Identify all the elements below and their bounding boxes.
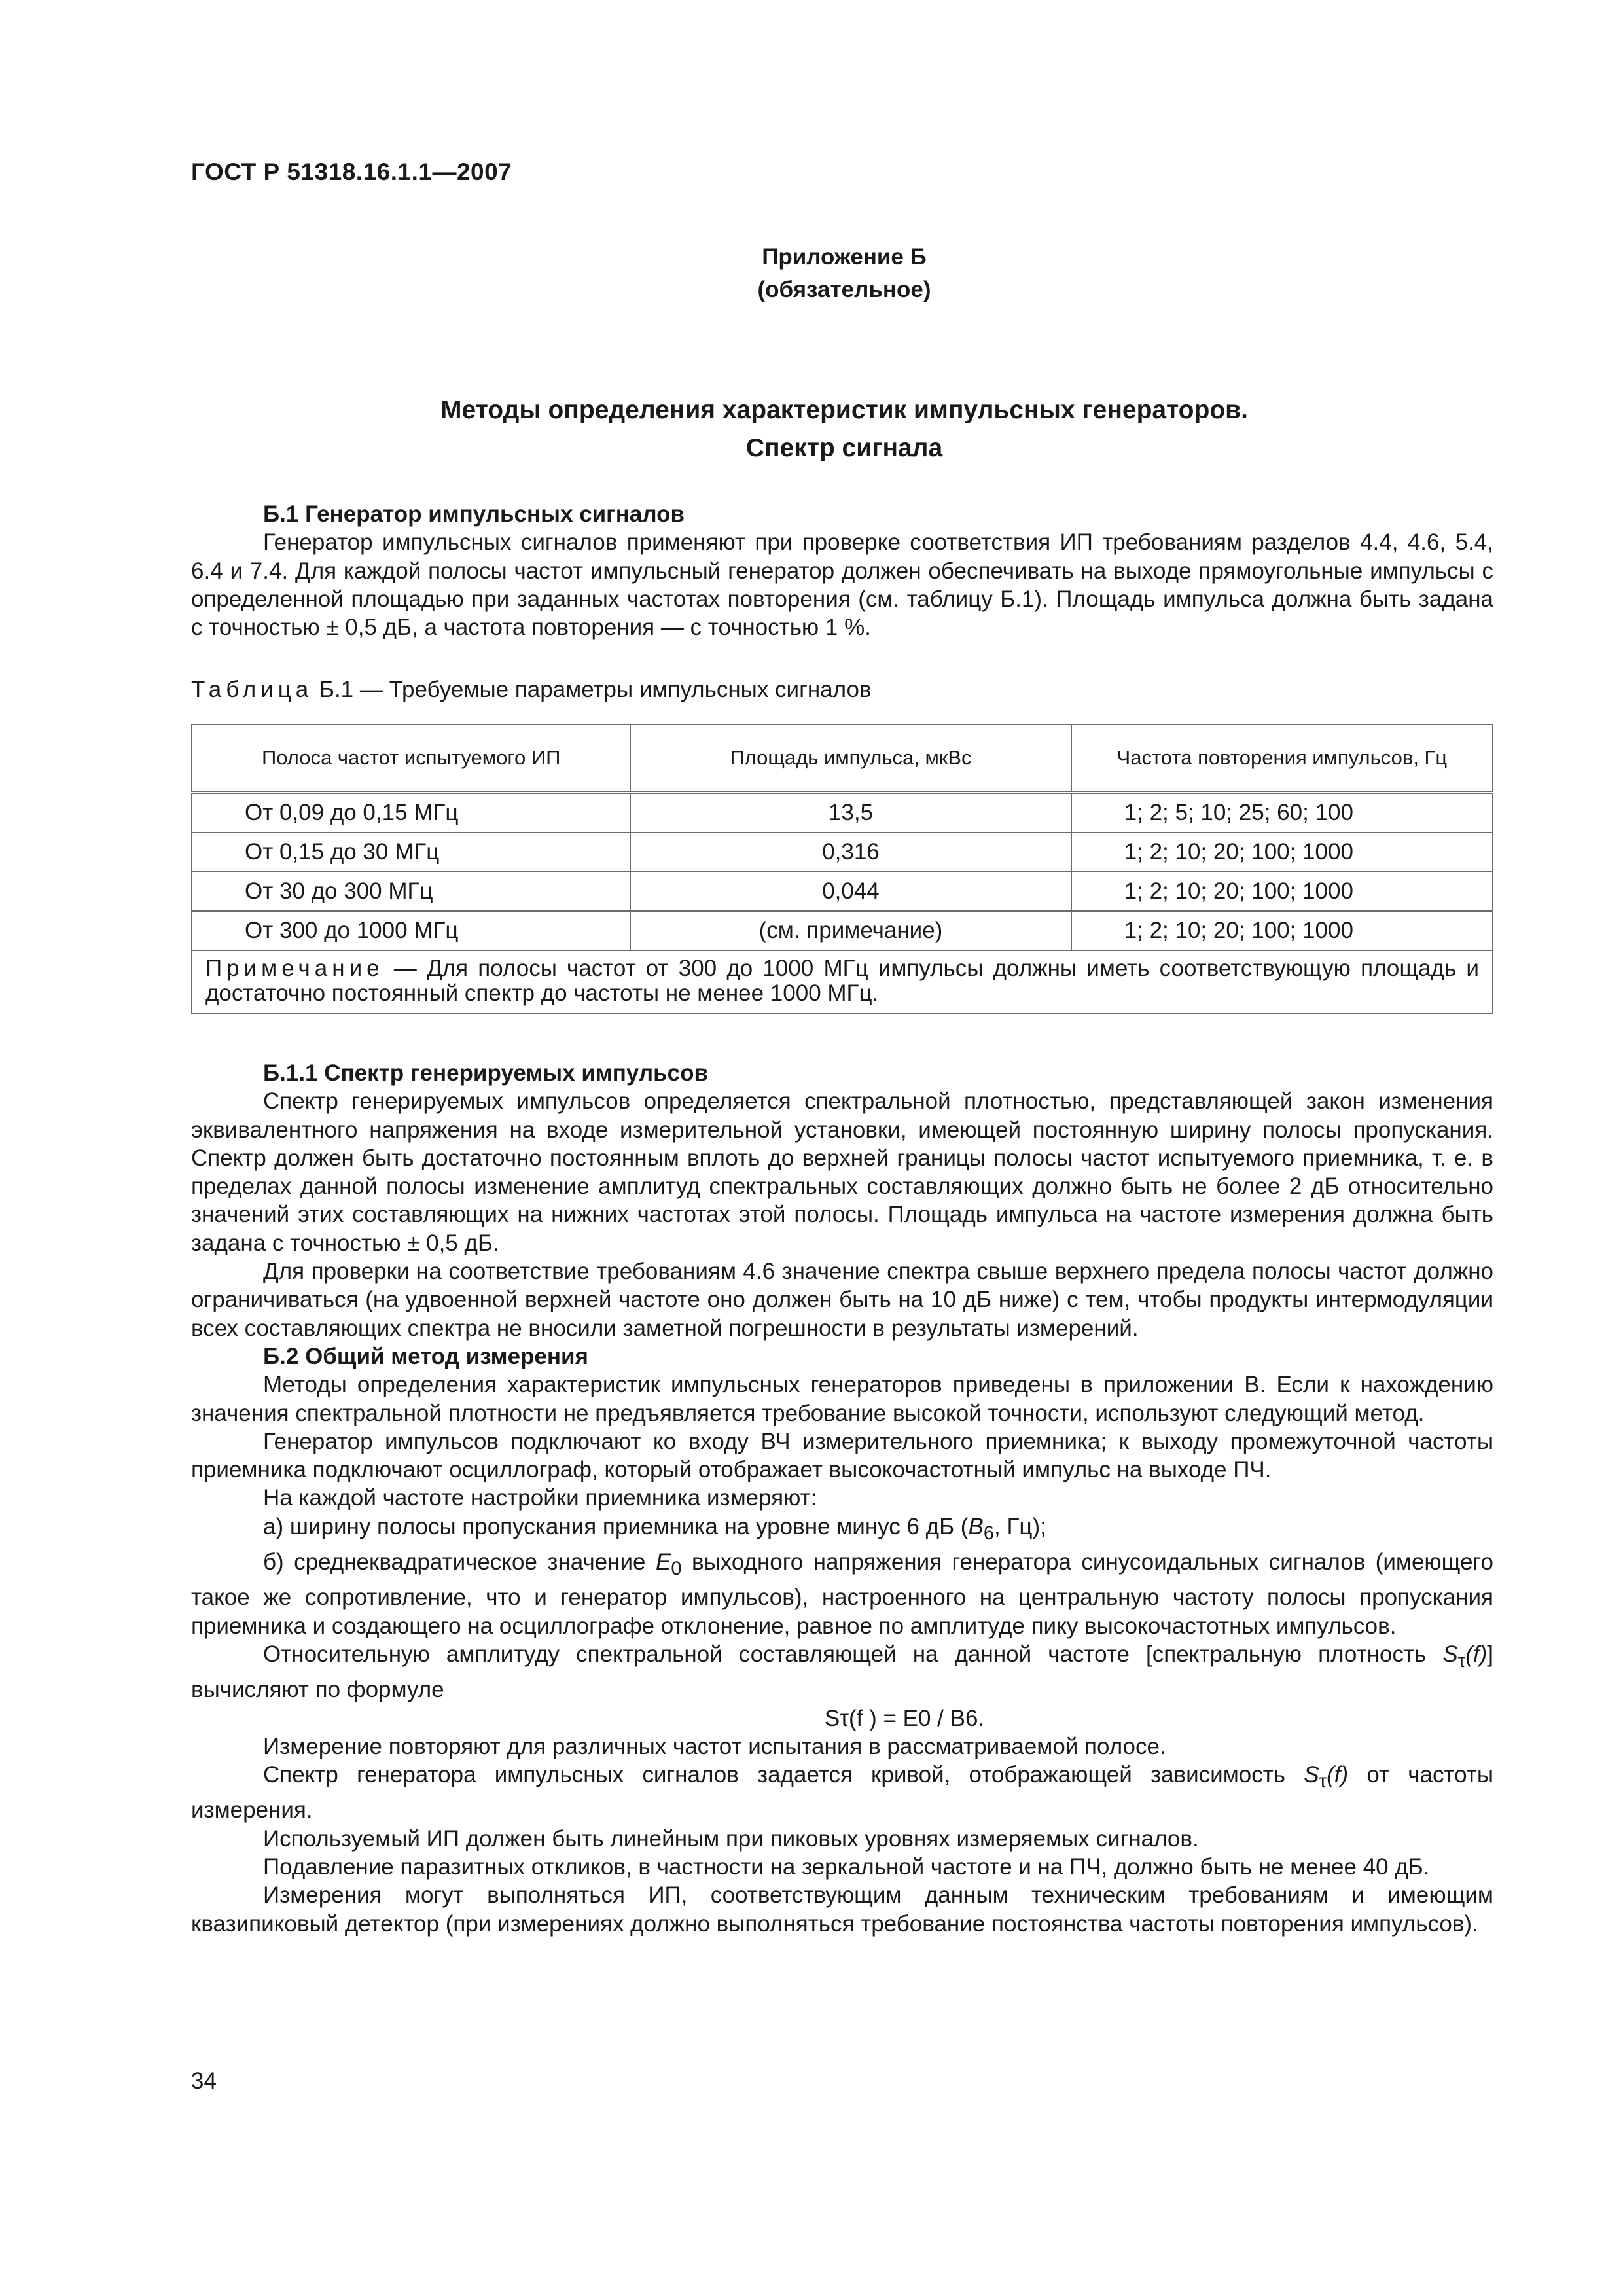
table-row (192, 911, 1493, 950)
symbol-subscript: τ (1457, 1650, 1466, 1672)
table-note-row (192, 950, 1493, 1013)
symbol-argument: (f) (1465, 1641, 1488, 1667)
table-cell: 1; 2; 10; 20; 100; 1000 (1071, 911, 1493, 950)
section-b11-heading: Б.1.1 Спектр генерируемых импульсов (263, 1060, 709, 1086)
table-cell: (см. примечание) (630, 911, 1071, 950)
para-4-text: Относительную амплитуду спектральной составляющей на данной частоте [спектральную плотность (263, 1641, 1443, 1667)
table-row (192, 872, 1493, 911)
symbol-b: B (968, 1513, 984, 1539)
symbol-s: S (1304, 1762, 1319, 1788)
table-cell: 0,044 (630, 872, 1071, 911)
table-header-row (192, 725, 1493, 793)
symbol-subscript: 6 (983, 1522, 995, 1544)
item-a-text-end: , Гц); (994, 1513, 1046, 1539)
title-line-1: Методы определения характеристик импульсных генераторов. (440, 396, 1248, 424)
table-header-cell: Полоса частот испытуемого ИП (192, 725, 630, 793)
section-b2-paragraph-9: Измерения могут выполняться ИП, соответствующим данным техническим требованиям и имеющим квазипиковый детектор (при измерениях должно выполняться требование постоянства частоты повторения импульсов). (191, 1882, 1493, 1937)
table-cell: 0,316 (630, 833, 1071, 872)
table-note-prefix: Примечание (205, 956, 384, 981)
section-b1-paragraph: Генератор импульсных сигналов применяют при проверке соответствия ИП требованиям разделов 4.4, 4.6, 5.4, 6.4 и 7.4. Для каждой полосы частот импульсный генератор должен обеспечивать на выходе прямоугольные импульсы с определенной площадью при заданных частотах повторения (см. таблицу Б.1). Площадь импульса должна быть задана с точностью ± 0,5 дБ, а частота повторения — с точностью 1 %. (191, 529, 1493, 641)
para-6-text-end: от частоты измерения. (191, 1762, 1493, 1823)
item-a-text: а) ширину полосы пропускания приемника на уровне минус 6 дБ ( (263, 1513, 969, 1539)
table-cell: От 300 до 1000 МГц (192, 911, 630, 950)
section-b2-paragraph-4 (191, 1640, 1493, 1704)
section-b11-paragraph-2: Для проверки на соответствие требованиям 4.6 значение спектра свыше верхнего предела полосы частот должно ограничиваться (на удвоенной верхней частоте оно должен быть на 10 дБ ниже) с тем, чтобы продукты интермодуляции всех составляющих спектра не вносили заметной погрешности в результаты измерений. (191, 1259, 1493, 1341)
standard-header: ГОСТ Р 51318.16.1.1—2007 (191, 158, 512, 185)
table-header-cell: Площадь импульса, мкВс (630, 725, 1071, 793)
table-caption-text: Б.1 — Требуемые параметры импульсных сигналов (319, 677, 872, 702)
table-cell: От 30 до 300 МГц (192, 872, 630, 911)
annex-heading (0, 241, 1623, 306)
title-line-2: Спектр сигнала (745, 434, 943, 462)
symbol-subscript: τ (1319, 1771, 1327, 1793)
symbol-e: E (655, 1549, 671, 1575)
table-cell: 1; 2; 10; 20; 100; 1000 (1071, 833, 1493, 872)
section-b11-paragraph-1: Спектр генерируемых импульсов определяется спектральной плотностью, представляющей закон изменения эквивалентного напряжения на входе измерительной установки, имеющей постоянную ширину полосы пропускания. Спектр должен быть достаточно постоянным вплоть до верхней границы полосы частот испытуемого приемника, т. е. в пределах данной полосы изменение амплитуд спектральных составляющих должно быть не более 2 дБ относительно значений этих составляющих на нижних частотах этой полосы. Площадь импульса на частоте измерения должна быть задана с точностью ± 0,5 дБ. (191, 1088, 1493, 1256)
para-4-text-end: ] вычисляют по формуле (191, 1641, 1493, 1703)
table-header-cell: Частота повторения импульсов, Гц (1071, 725, 1493, 793)
section-b1-heading: Б.1 Генератор импульсных сигналов (263, 501, 685, 527)
section-b2-item-b (191, 1548, 1493, 1640)
section-b2-heading: Б.2 Общий метод измерения (263, 1343, 588, 1369)
section-b11 (191, 1059, 1493, 1938)
table-caption (191, 677, 872, 703)
symbol-s: S (1442, 1641, 1458, 1667)
symbol-argument: (f) (1327, 1762, 1349, 1788)
item-b-text-end: выходного напряжения генератора синусоидальных сигналов (имеющего такое же сопротивление, что и генератор импульсов), настроенного на центральную частоту полосы пропускания приемника и создающего на осциллографе отклонение, равное по амплитуде пику высокочастотных импульсов. (191, 1549, 1493, 1639)
table-note (192, 950, 1493, 1013)
table-cell: От 0,15 до 30 МГц (192, 833, 630, 872)
section-b2-item-a (191, 1513, 1493, 1548)
table-cell: 1; 2; 5; 10; 25; 60; 100 (1071, 793, 1493, 833)
section-b2-paragraph-8: Подавление паразитных откликов, в частности на зеркальной частоте и на ПЧ, должно быть не менее 40 дБ. (263, 1854, 1430, 1880)
table-row (192, 793, 1493, 833)
para-6-text: Спектр генератора импульсных сигналов задается кривой, отображающей зависимость (263, 1762, 1304, 1788)
formula: Sτ(f ) = E0 / B6. (824, 1705, 985, 1731)
table-cell: От 0,09 до 0,15 МГц (192, 793, 630, 833)
section-b2-paragraph-3: На каждой частоте настройки приемника измеряют: (263, 1485, 817, 1511)
symbol-subscript: 0 (671, 1558, 682, 1580)
section-b1 (191, 500, 1493, 641)
annex-label: Приложение Б (762, 244, 927, 270)
annex-status: (обязательное) (757, 277, 931, 302)
table-caption-prefix: Таблица (191, 677, 313, 702)
item-b-text: б) среднеквадратическое значение (263, 1549, 656, 1575)
table-note-text: — Для полосы частот от 300 до 1000 МГц импульсы должны иметь соответствующую площадь и достаточно постоянный спектр до частоты не менее 1000 МГц. (205, 956, 1479, 1006)
pulse-parameters-table (191, 724, 1493, 1014)
section-b2-paragraph-6 (191, 1761, 1493, 1825)
table-cell: 1; 2; 10; 20; 100; 1000 (1071, 872, 1493, 911)
page-title (0, 391, 1623, 467)
page-number: 34 (191, 2068, 217, 2094)
table-cell: 13,5 (630, 793, 1071, 833)
section-b2-paragraph-5: Измерение повторяют для различных частот испытания в рассматриваемой полосе. (263, 1733, 1166, 1759)
table-row (192, 833, 1493, 872)
section-b2-paragraph-2: Генератор импульсов подключают ко входу ВЧ измерительного приемника; к выходу промежуточной частоты приемника подключают осциллограф, который отображает высокочастотный импульс на выходе ПЧ. (191, 1428, 1493, 1483)
section-b2-paragraph-1: Методы определения характеристик импульсных генераторов приведены в приложении В. Если к нахождению значения спектральной плотности не предъявляется требование высокой точности, используют следующий метод. (191, 1372, 1493, 1426)
section-b2-paragraph-7: Используемый ИП должен быть линейным при пиковых уровнях измеряемых сигналов. (263, 1825, 1199, 1852)
